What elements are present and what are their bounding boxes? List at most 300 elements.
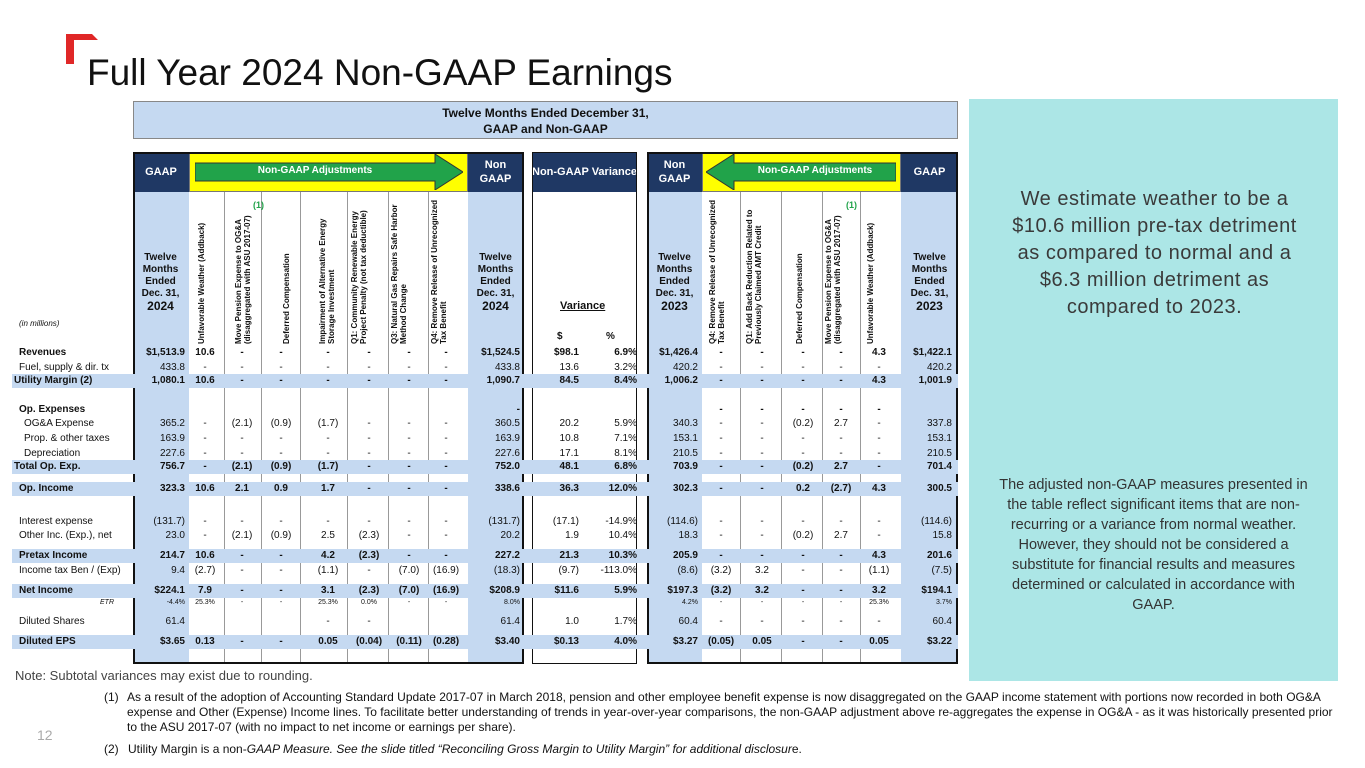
table-cell: (0.28): [432, 636, 460, 647]
table-cell: -: [367, 616, 371, 627]
table-cell: 1,090.7: [486, 375, 520, 386]
adj-col-right-0: Q4: Remove Release of Unrecognized Tax Benefit: [708, 199, 726, 344]
table-cell: $194.1: [921, 585, 952, 596]
period-line: Ended: [145, 276, 176, 287]
period-line: 2024: [482, 299, 509, 313]
table-cell: 2.5: [321, 530, 335, 541]
table-cell: -: [407, 530, 411, 541]
table-cell: -: [444, 516, 448, 527]
gaap-header-2023: GAAP: [901, 152, 958, 192]
table-cell: 0.0%: [361, 599, 377, 606]
table-cell: -: [367, 516, 371, 527]
table-cell: 0.2: [796, 483, 810, 494]
table-cell: 163.9: [494, 433, 520, 444]
table-cell: -: [719, 448, 723, 459]
row-label: Utility Margin (2): [14, 375, 93, 386]
table-cell: -: [444, 448, 448, 459]
table-cell: -: [444, 530, 448, 541]
row-label: Diluted EPS: [19, 636, 76, 647]
table-cell: -: [877, 404, 881, 415]
table-cell: 205.9: [672, 550, 698, 561]
table-cell: -: [444, 375, 448, 386]
table-cell: -: [839, 433, 843, 444]
table-cell: -: [719, 362, 723, 373]
table-cell: 25.3%: [318, 599, 338, 606]
table-cell: 84.5: [559, 375, 579, 386]
table-cell: -: [407, 550, 411, 561]
table-cell: -: [279, 433, 283, 444]
table-cell: -: [203, 362, 207, 373]
adj-col-right-1: Q1: Add Back Reduction Related to Previously Claimed AMT Credit: [745, 209, 763, 344]
footnote-2-text-a: Utility Margin is a non-: [128, 742, 247, 756]
table-cell: 13.6: [559, 362, 579, 373]
adj-col-left-5: Q3: Natural Gas Repairs Safe Harbor Method Change: [390, 204, 408, 344]
table-cell: -: [719, 616, 723, 627]
table-cell: -: [279, 585, 283, 596]
table-cell: 2.7: [834, 530, 848, 541]
table-cell: (0.2): [792, 530, 814, 541]
table-cell: 0.13: [195, 636, 215, 647]
table-cell: -: [719, 516, 723, 527]
table-cell: -: [719, 599, 723, 606]
adj-col-left-1: Move Pension Expense to OG&A (disaggregated with ASU 2017-07): [234, 215, 252, 344]
table-cell: 300.5: [926, 483, 952, 494]
table-cell: -: [407, 461, 411, 472]
period-header-2024-0: [133, 252, 188, 312]
table-cell: -: [760, 362, 764, 373]
table-cell: -: [516, 404, 520, 415]
table-cell: 21.3: [559, 550, 579, 561]
footnote-2: [104, 742, 802, 757]
table-cell: 8.0%: [504, 599, 520, 606]
table-cell: -: [760, 461, 764, 472]
table-cell: -: [367, 362, 371, 373]
table-cell: -: [444, 347, 448, 358]
table-cell: 153.1: [926, 433, 952, 444]
table-cell: 2.7: [834, 461, 848, 472]
period-line: Months: [477, 264, 514, 275]
table-cell: -4.4%: [166, 599, 185, 606]
table-cell: 60.4: [678, 616, 698, 627]
table-cell: 703.9: [672, 461, 698, 472]
table-cell: 4.2: [321, 550, 335, 561]
table-cell: -: [407, 362, 411, 373]
table-cell: -: [279, 599, 283, 606]
table-cell: -: [240, 347, 244, 358]
variance-label: Variance: [560, 300, 606, 312]
table-cell: (3.2): [710, 585, 732, 596]
table-cell: 1.0: [565, 616, 579, 627]
table-cell: -: [760, 530, 764, 541]
weather-commentary: We estimate weather to be a $10.6 million pre-tax detriment as compared to normal and a $6.3 million detriment as compared to 2023.: [1012, 188, 1297, 318]
table-cell: 10.6: [195, 550, 215, 561]
table-cell: 18.3: [678, 530, 698, 541]
table-cell: -: [801, 375, 805, 386]
table-cell: -: [444, 599, 448, 606]
table-cell: $208.9: [489, 585, 520, 596]
table-cell: $224.1: [154, 585, 185, 596]
table-cell: -: [326, 448, 330, 459]
table-cell: -: [801, 433, 805, 444]
table-cell: -: [367, 565, 371, 576]
units-label: (in millions): [19, 319, 60, 328]
table-cell: 10.6: [195, 347, 215, 358]
table-cell: (0.11): [396, 636, 422, 647]
table-cell: 163.9: [159, 433, 185, 444]
adj-col-right-3: Move Pension Expense to OG&A (disaggregated with ASU 2017-07): [824, 215, 842, 344]
footnote-2-number: (2): [104, 742, 119, 756]
table-cell: (8.6): [677, 565, 698, 576]
table-cell: 3.2: [755, 585, 769, 596]
adj-col-right-4: Unfavorable Weather (Addback): [866, 222, 875, 344]
table-cell: -: [877, 616, 881, 627]
table-cell: 7.1%: [614, 433, 637, 444]
table-cell: -: [719, 530, 723, 541]
period-header-2024-1: [468, 252, 523, 312]
pct-label: %: [606, 331, 615, 342]
non-gaap-header-2024: Non GAAP: [468, 152, 523, 192]
table-cell: 420.2: [926, 362, 952, 373]
table-cell: (131.7): [153, 516, 185, 527]
period-line: 2023: [661, 299, 688, 313]
table-cell: 1,001.9: [918, 375, 952, 386]
table-cell: 210.5: [672, 448, 698, 459]
table-cell: -: [240, 433, 244, 444]
table-cell: -: [801, 565, 805, 576]
table-cell: -: [240, 636, 244, 647]
table-cell: (3.2): [710, 565, 732, 576]
row-label: Op. Expenses: [19, 404, 86, 415]
table-cell: -: [444, 550, 448, 561]
table-cell: 3.2%: [614, 362, 637, 373]
table-cell: -: [279, 550, 283, 561]
table-cell: 433.8: [494, 362, 520, 373]
period-line: Dec. 31,: [141, 288, 180, 299]
table-cell: -: [203, 461, 207, 472]
table-cell: -: [367, 375, 371, 386]
table-cell: (16.9): [432, 585, 460, 596]
table-cell: -: [839, 550, 843, 561]
table-cell: -: [240, 362, 244, 373]
row-label: ETR: [100, 599, 114, 606]
table-cell: (17.1): [552, 516, 579, 527]
table-cell: 3.2: [872, 585, 886, 596]
table-cell: -: [240, 550, 244, 561]
table-cell: -: [760, 418, 764, 429]
table-cell: $1,422.1: [913, 347, 952, 358]
table-cell: -: [279, 516, 283, 527]
table-cell: -: [719, 433, 723, 444]
table-cell: -: [760, 375, 764, 386]
period-line: Dec. 31,: [910, 288, 949, 299]
table-cell: 4.0%: [614, 636, 637, 647]
table-cell: -: [326, 347, 330, 358]
table-cell: 227.2: [494, 550, 520, 561]
table-cell: -: [240, 375, 244, 386]
table-cell: (16.9): [432, 565, 460, 576]
table-cell: -: [719, 418, 723, 429]
table-cell: -: [760, 404, 764, 415]
period-line: Twelve: [144, 252, 177, 263]
table-cell: -: [240, 585, 244, 596]
table-cell: -113.0%: [600, 565, 637, 576]
table-cell: 1.7%: [614, 616, 637, 627]
table-cell: -: [801, 516, 805, 527]
table-cell: 0.05: [869, 636, 889, 647]
table-cell: (2.1): [231, 418, 253, 429]
table-cell: 323.3: [159, 483, 185, 494]
table-cell: 10.4%: [608, 530, 637, 541]
table-cell: 20.2: [559, 418, 579, 429]
table-cell: 61.4: [500, 616, 520, 627]
table-cell: (114.6): [667, 516, 698, 527]
table-cell: 338.6: [494, 483, 520, 494]
table-cell: -: [203, 448, 207, 459]
table-cell: 214.7: [159, 550, 185, 561]
table-cell: -: [877, 362, 881, 373]
table-cell: 6.8%: [614, 461, 637, 472]
row-label: Pretax Income: [19, 550, 88, 561]
table-header-line2: GAAP and Non-GAAP: [483, 122, 608, 136]
table-cell: -: [240, 599, 244, 606]
table-cell: -: [326, 433, 330, 444]
table-cell: -: [839, 375, 843, 386]
table-cell: 1.7: [321, 483, 335, 494]
adjustments-label-right: Non-GAAP Adjustments: [757, 165, 873, 176]
table-cell: -: [326, 616, 330, 627]
table-cell: -: [326, 516, 330, 527]
table-cell: 365.2: [159, 418, 185, 429]
table-cell: 9.4: [171, 565, 185, 576]
table-cell: -: [839, 616, 843, 627]
table-cell: 4.2%: [682, 599, 698, 606]
table-cell: -: [407, 483, 411, 494]
table-cell: 701.4: [926, 461, 952, 472]
table-header: [133, 101, 958, 139]
table-cell: (0.9): [270, 461, 292, 472]
page-title: Full Year 2024 Non-GAAP Earnings: [87, 52, 673, 93]
table-cell: -: [367, 418, 371, 429]
table-cell: 1.9: [565, 530, 579, 541]
footnote-1-text: As a result of the adoption of Accounting Standard Update 2017-07 in March 2018, pension and other employee benefit expense is now disaggregated on the GAAP income statement with portions now recorded in both OG&A expense and Other (Expense) Income lines. To facilitate better understanding of trends in year-over-year comparisons, the non-GAAP adjustment above re-aggregates the expense in OG&A - as it was historically presented prior to the ASU 2017-07 (with no impact to net income or earnings per share).: [127, 690, 1333, 734]
table-cell: 8.1%: [614, 448, 637, 459]
rounding-note: Note: Subtotal variances may exist due to rounding.: [15, 668, 313, 683]
table-cell: $11.6: [554, 585, 579, 596]
table-cell: -: [801, 636, 805, 647]
footnote-1: [104, 690, 1339, 735]
row-label: Depreciation: [24, 448, 81, 459]
table-cell: 1,080.1: [151, 375, 185, 386]
table-cell: (114.6): [921, 516, 952, 527]
table-cell: 3.7%: [936, 599, 952, 606]
table-cell: (7.0): [398, 565, 420, 576]
table-cell: 48.1: [559, 461, 579, 472]
table-cell: 756.7: [159, 461, 185, 472]
row-label: Other Inc. (Exp.), net: [19, 530, 112, 541]
table-cell: -: [801, 347, 805, 358]
table-cell: 433.8: [159, 362, 185, 373]
table-cell: (1.7): [317, 461, 339, 472]
table-cell: -: [801, 616, 805, 627]
table-cell: -: [760, 448, 764, 459]
table-cell: $1,426.4: [659, 347, 698, 358]
table-cell: 10.8: [559, 433, 579, 444]
table-cell: $1,513.9: [146, 347, 185, 358]
table-cell: -: [839, 516, 843, 527]
footnote-mark-left: (1): [253, 200, 264, 210]
table-cell: -: [407, 516, 411, 527]
table-cell: 153.1: [672, 433, 698, 444]
table-cell: -: [877, 433, 881, 444]
table-cell: -: [444, 433, 448, 444]
table-cell: 5.9%: [614, 418, 637, 429]
table-cell: 25.3%: [195, 599, 215, 606]
table-cell: 20.2: [500, 530, 520, 541]
row-label: Op. Income: [19, 483, 74, 494]
row-label: Net Income: [19, 585, 73, 596]
table-cell: 227.6: [159, 448, 185, 459]
table-cell: (7.0): [398, 585, 420, 596]
table-cell: -: [760, 483, 764, 494]
footnote-1-number: (1): [104, 690, 119, 704]
period-line: Dec. 31,: [476, 288, 515, 299]
table-cell: (1.1): [317, 565, 339, 576]
table-cell: -: [760, 433, 764, 444]
table-cell: -: [279, 375, 283, 386]
adj-col-right-2: Deferred Compensation: [795, 253, 804, 344]
period-line: Months: [911, 264, 948, 275]
period-line: Twelve: [658, 252, 691, 263]
table-cell: (0.2): [792, 418, 814, 429]
table-cell: 6.9%: [614, 347, 637, 358]
row-label: Revenues: [19, 347, 67, 358]
table-cell: -: [801, 404, 805, 415]
row-label: Prop. & other taxes: [24, 433, 110, 444]
table-cell: -: [719, 550, 723, 561]
table-cell: (1.7): [317, 418, 339, 429]
table-cell: -: [407, 418, 411, 429]
table-cell: -: [801, 585, 805, 596]
table-cell: (1.1): [868, 565, 890, 576]
table-cell: -: [719, 461, 723, 472]
table-cell: -: [877, 461, 881, 472]
period-line: Ended: [480, 276, 511, 287]
adj-col-left-3: Impairment of Alternative Energy Storage Investment: [318, 218, 336, 344]
table-cell: 4.3: [872, 483, 886, 494]
table-cell: 3.2: [755, 565, 769, 576]
page-number: 12: [37, 727, 53, 743]
table-cell: $98.1: [553, 347, 579, 358]
row-label: Diluted Shares: [19, 616, 85, 627]
row-label: Total Op. Exp.: [14, 461, 81, 472]
table-cell: 2.1: [235, 483, 249, 494]
table-cell: -: [719, 483, 723, 494]
table-cell: -: [877, 418, 881, 429]
table-cell: (9.7): [558, 565, 579, 576]
table-cell: 420.2: [672, 362, 698, 373]
table-cell: -: [760, 599, 764, 606]
table-cell: $3.40: [494, 636, 520, 647]
table-cell: -: [719, 404, 723, 415]
table-cell: 5.9%: [614, 585, 637, 596]
period-line: Months: [656, 264, 693, 275]
table-cell: -: [877, 448, 881, 459]
table-cell: -: [279, 448, 283, 459]
table-cell: 23.0: [165, 530, 185, 541]
row-label: Interest expense: [19, 516, 93, 527]
table-cell: -: [367, 483, 371, 494]
table-cell: -: [760, 516, 764, 527]
table-cell: -: [801, 599, 805, 606]
table-cell: 2.7: [834, 418, 848, 429]
table-cell: -: [760, 347, 764, 358]
table-cell: 36.3: [559, 483, 579, 494]
table-cell: 15.8: [932, 530, 952, 541]
table-cell: (0.2): [792, 461, 814, 472]
table-cell: 227.6: [494, 448, 520, 459]
table-cell: -14.9%: [605, 516, 637, 527]
table-cell: -: [203, 433, 207, 444]
period-line: Twelve: [479, 252, 512, 263]
period-line: Months: [142, 264, 179, 275]
table-cell: -: [407, 433, 411, 444]
table-cell: $3.27: [672, 636, 698, 647]
table-cell: -: [839, 362, 843, 373]
table-cell: -: [407, 448, 411, 459]
table-cell: 302.3: [672, 483, 698, 494]
table-cell: (0.04): [355, 636, 383, 647]
table-cell: (18.3): [493, 565, 520, 576]
adj-col-left-6: Q4: Remove Release of Unrecognized Tax Benefit: [430, 199, 448, 344]
table-cell: -: [719, 375, 723, 386]
table-cell: (2.1): [231, 530, 253, 541]
table-cell: -: [877, 516, 881, 527]
table-header-line1: Twelve Months Ended December 31,: [442, 106, 649, 120]
table-cell: -: [839, 565, 843, 576]
dollar-label: $: [557, 331, 563, 342]
table-cell: -: [367, 347, 371, 358]
period-line: Ended: [914, 276, 945, 287]
table-cell: -: [407, 599, 411, 606]
table-cell: 12.0%: [608, 483, 637, 494]
period-header-2023-0: [647, 252, 702, 312]
table-cell: -: [326, 362, 330, 373]
table-cell: 7.9: [198, 585, 212, 596]
table-cell: -: [203, 530, 207, 541]
non-gaap-disclaimer: The adjusted non-GAAP measures presented in the table reflect significant items that are non-recurring or a variance from normal weather. However, they should not be considered a substitute for financial results and measures determined or calculated in accordance with GAAP.: [999, 477, 1308, 613]
row-label: Income tax Ben / (Exp): [19, 565, 121, 576]
table-cell: 3.1: [321, 585, 335, 596]
table-cell: 4.3: [872, 347, 886, 358]
table-cell: -: [839, 636, 843, 647]
non-gaap-header-2023: Non GAAP: [647, 152, 702, 192]
table-cell: -: [240, 565, 244, 576]
table-cell: -: [760, 616, 764, 627]
table-cell: -: [407, 375, 411, 386]
table-cell: 17.1: [559, 448, 579, 459]
table-cell: -: [279, 347, 283, 358]
table-cell: $197.3: [667, 585, 698, 596]
period-line: 2023: [916, 299, 943, 313]
table-cell: $0.13: [553, 636, 579, 647]
table-cell: -: [203, 418, 207, 429]
table-cell: -: [444, 418, 448, 429]
footnote-2-text-b: GAAP Measure. See the slide titled “Reconciling Gross Margin to Utility Margin” for additional disclosur: [246, 742, 792, 756]
table-cell: (0.9): [270, 530, 292, 541]
table-cell: 752.0: [494, 461, 520, 472]
table-cell: -: [839, 347, 843, 358]
table-cell: -: [444, 483, 448, 494]
